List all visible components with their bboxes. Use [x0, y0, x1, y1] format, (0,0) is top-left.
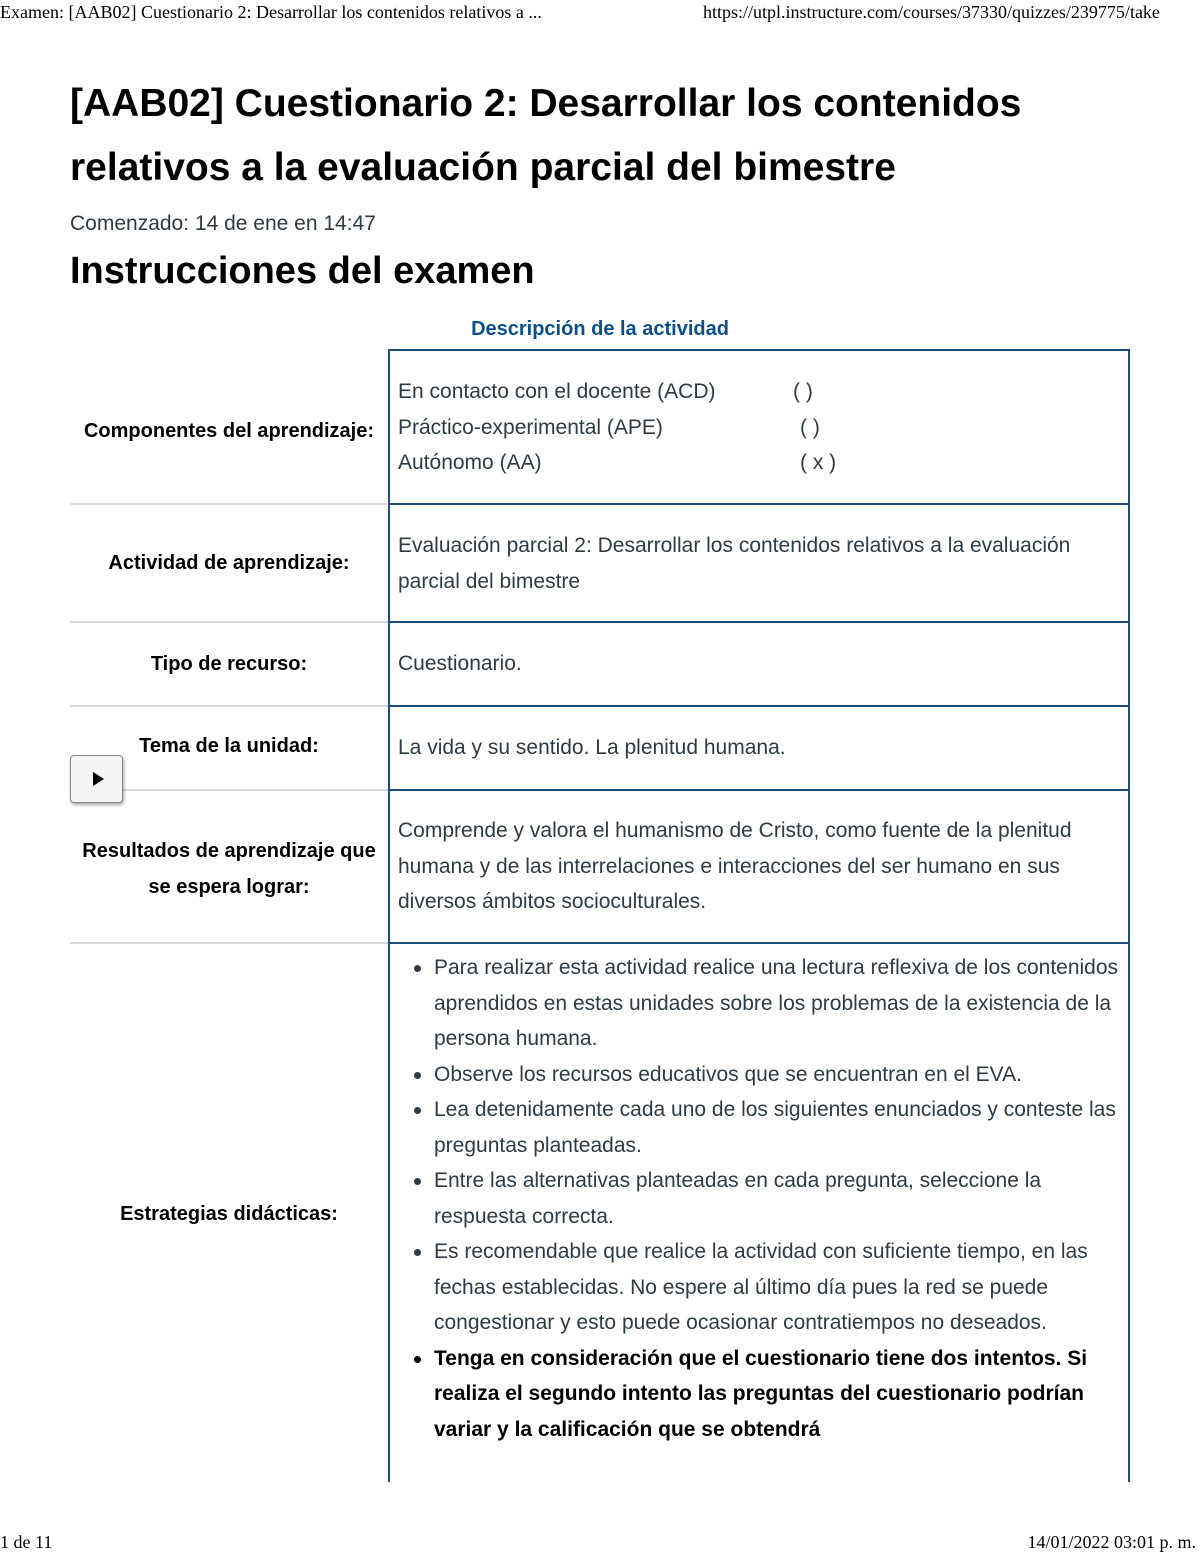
- row-value-resource: Cuestionario.: [388, 623, 1130, 705]
- component-item-mark: ( ): [800, 415, 820, 439]
- strategy-item: Entre las alternativas planteadas en cada pregunta, seleccione la respuesta correcta.: [398, 1163, 1122, 1234]
- print-footer: [0, 1532, 1200, 1553]
- instructions-heading: Instrucciones del examen: [70, 250, 535, 292]
- table-row-strategies: [70, 944, 1130, 1482]
- row-label-components: Componentes del aprendizaje:: [83, 419, 375, 442]
- strategy-item: Para realizar esta actividad realice una lectura reflexiva de los contenidos aprendidos en estas unidades sobre los problemas de la existencia de la persona humana.: [398, 950, 1122, 1057]
- row-label-outcomes: Resultados de aprendizaje que se espera lograr:: [82, 839, 376, 898]
- strategy-item: Lea detenidamente cada uno de los siguientes enunciados y conteste las preguntas planteadas.: [398, 1092, 1122, 1163]
- table-row-components: [70, 351, 1130, 504]
- strategy-item: Tenga en consideración que el cuestionario tiene dos intentos. Si realiza el segundo intento las preguntas del cuestionario podrían variar y la calificación que se obtendrá: [398, 1341, 1122, 1448]
- print-header-url: https://utpl.instructure.com/courses/37330/quizzes/239775/take: [703, 2, 1160, 22]
- row-value-activity: Evaluación parcial 2: Desarrollar los contenidos relativos a la evaluación parcial del bimestre: [388, 505, 1130, 621]
- row-label-strategies: Estrategias didácticas:: [120, 1203, 338, 1225]
- strategies-list: [398, 950, 1122, 1447]
- table-row-topic: [70, 707, 1130, 789]
- play-icon: [93, 772, 104, 786]
- component-item-ape: [398, 410, 1118, 446]
- component-item-mark: ( ): [793, 380, 813, 403]
- print-footer-datetime: 14/01/2022 03:01 p. m.: [1027, 1532, 1196, 1552]
- play-button[interactable]: [70, 755, 123, 803]
- started-timestamp: Comenzado: 14 de ene en 14:47: [70, 212, 376, 235]
- row-value-components: [388, 351, 1130, 504]
- component-item-text: Autónomo (AA): [398, 451, 542, 474]
- component-item-mark: ( x ): [800, 451, 837, 474]
- row-label-topic: Tema de la unidad:: [139, 735, 319, 757]
- component-item-text: En contacto con el docente (ACD): [398, 380, 716, 403]
- print-footer-page: 1 de 11: [0, 1532, 53, 1552]
- table-row-resource: [70, 623, 1130, 705]
- row-label-activity: Actividad de aprendizaje:: [108, 552, 350, 574]
- table-row-activity: [70, 505, 1130, 621]
- row-value-outcomes: Comprende y valora el humanismo de Cristo, como fuente de la plenitud humana y de las interrelaciones e interacciones del ser humano en sus diversos ámbitos socioculturales.: [388, 791, 1130, 942]
- page-title: [AAB02] Cuestionario 2: Desarrollar los contenidos relativos a la evaluación parcial del bimestre: [70, 82, 1022, 189]
- component-item-acd: [398, 374, 1118, 410]
- print-header-title: Examen: [AAB02] Cuestionario 2: Desarrollar los contenidos relativos a ...: [0, 2, 542, 22]
- component-item-text: Práctico-experimental (APE): [398, 415, 663, 439]
- table-caption: Descripción de la actividad: [471, 318, 729, 340]
- component-item-aa: [398, 445, 1118, 481]
- table-row-outcomes: [70, 791, 1130, 942]
- row-value-strategies: [388, 944, 1130, 1482]
- strategy-item: Es recomendable que realice la actividad con suficiente tiempo, en las fechas establecidas. No espere al último día pues la red se puede congestionar y esto puede ocasionar contratiempos no deseados.: [398, 1234, 1122, 1341]
- row-label-resource: Tipo de recurso:: [150, 653, 308, 675]
- row-value-topic: La vida y su sentido. La plenitud humana.: [388, 707, 1130, 789]
- print-header: [0, 2, 1200, 26]
- strategy-item: Observe los recursos educativos que se encuentran en el EVA.: [398, 1057, 1122, 1093]
